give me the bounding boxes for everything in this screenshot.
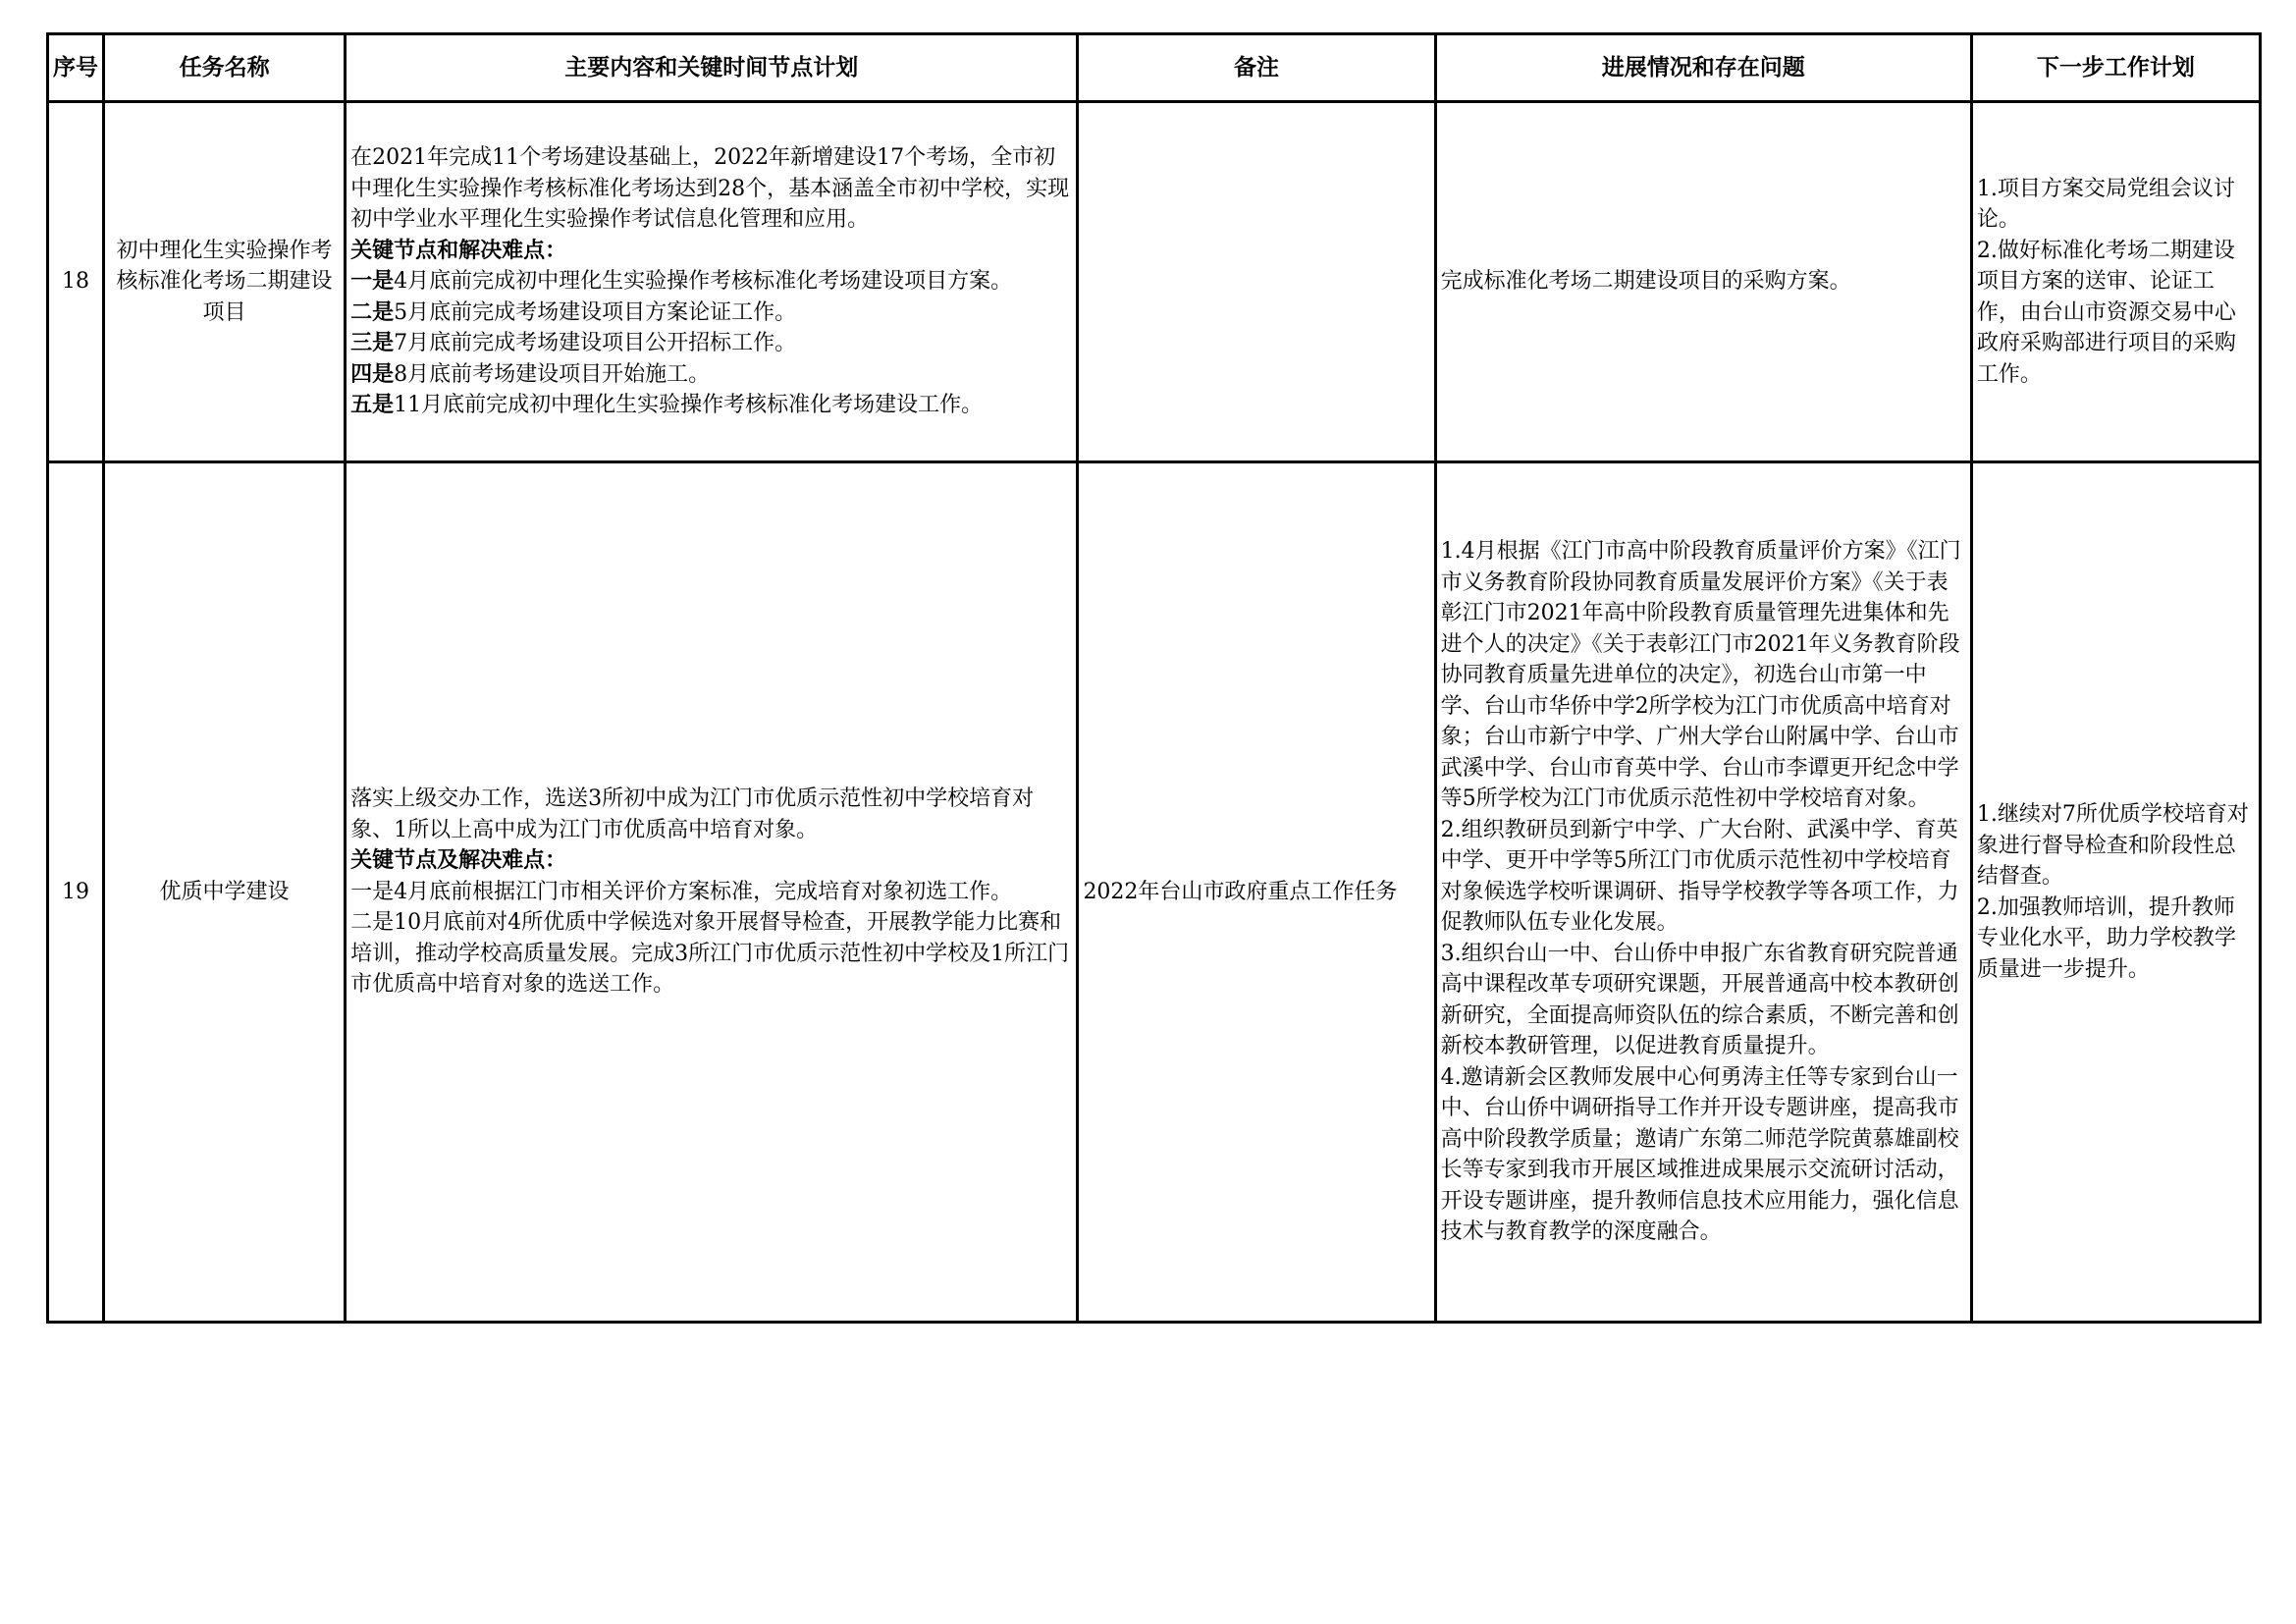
- next-plan-item: 1.继续对7所优质学校培育对象进行督导检查和阶段性总结督查。: [1976, 802, 2249, 889]
- content-step: 一是4月底前根据江门市相关评价方案标准，完成培育对象初选工作。: [350, 879, 1013, 904]
- next-plan-item: 2.做好标准化考场二期建设项目方案的送审、论证工作，由台山市资源交易中心政府采购部进行项目的采购工作。: [1976, 238, 2236, 387]
- row-seq: 18: [48, 102, 104, 462]
- row-progress: [1435, 462, 1971, 1323]
- row-content-plan: [346, 102, 1078, 462]
- content-intro: 落实上级交办工作，选送3所初中成为江门市优质示范性初中学校培育对象、1所以上高中成为江门市优质高中培育对象。: [350, 786, 1035, 842]
- step-label: 二是: [350, 298, 395, 325]
- step-text: 11月底前完成初中理化生实验操作考核标准化考场建设工作。: [394, 393, 984, 418]
- row-remarks: [1078, 102, 1435, 462]
- header-next-plan: 下一步工作计划: [1971, 34, 2260, 102]
- header-remarks: 备注: [1078, 34, 1435, 102]
- step-label: 四是: [350, 360, 395, 387]
- content-step: 二是10月底前对4所优质中学候选对象开展督导检查，开展教学能力比赛和培训，推动学校高质量发展。完成3所江门市优质示范性初中学校及1所江门市优质高中培育对象的选送工作。: [350, 910, 1070, 998]
- row-remarks: 2022年台山市政府重点工作任务: [1078, 462, 1435, 1323]
- table-row: [48, 462, 2261, 1323]
- header-task-name: 任务名称: [104, 34, 346, 102]
- content-step: [350, 390, 1072, 421]
- row-task-name: 优质中学建设: [104, 462, 346, 1323]
- row-progress: 完成标准化考场二期建设项目的采购方案。: [1435, 102, 1971, 462]
- header-seq: 序号: [48, 34, 104, 102]
- header-content-plan: 主要内容和关键时间节点计划: [346, 34, 1078, 102]
- next-plan-item: 1.项目方案交局党组会议讨论。: [1976, 176, 2235, 233]
- step-label: 一是: [350, 268, 395, 295]
- header-progress: 进展情况和存在问题: [1435, 34, 1971, 102]
- next-plan-item: 2.加强教师培训，提升教师专业化水平，助力学校教学质量进一步提升。: [1976, 894, 2236, 982]
- content-intro: 在2021年完成11个考场建设基础上，2022年新增建设17个考场，全市初中理化生实验操作考核标准化考场达到28个，基本涵盖全市初中学校，实现初中学业水平理化生实验操作考试信息化管理和应用。: [350, 145, 1070, 233]
- progress-item: 3.组织台山一中、台山侨中申报广东省教育研究院普通高中课程改革专项研究课题，开展普通高中校本教研创新研究，全面提高师资队伍的综合素质，不断完善和创新校本教研管理，以促进教育质量提升。: [1440, 941, 1959, 1059]
- progress-item: 4.邀请新会区教师发展中心何勇涛主任等专家到台山一中、台山侨中调研指导工作并开设专题讲座，提高我市高中阶段教学质量；邀请广东第二师范学院黄慕雄副校长等专家到我市开展区域推进成果展示交流研讨活动，开设专题讲座，提升教师信息技术应用能力，强化信息技术与教育教学的深度融合。: [1440, 1064, 1959, 1245]
- content-step: [350, 298, 1072, 329]
- row-seq: 19: [48, 462, 104, 1323]
- table-row: [48, 102, 2261, 462]
- table-header-row: [48, 34, 2261, 102]
- progress-item: 2.组织教研员到新宁中学、广大台附、武溪中学、育英中学、更开中学等5所江门市优质示范性初中学校培育对象候选学校听课调研、指导学校教学等各项工作，力促教师队伍专业化发展。: [1440, 817, 1959, 936]
- row-next-plan: [1971, 462, 2260, 1323]
- step-text: 8月底前考场建设项目开始施工。: [394, 361, 711, 387]
- row-next-plan: [1971, 102, 2260, 462]
- row-content-plan: [346, 462, 1078, 1323]
- work-plan-table: [46, 32, 2262, 1324]
- key-nodes-title: 关键节点及解决难点：: [350, 847, 567, 874]
- content-step: [350, 328, 1072, 359]
- key-nodes-title: 关键节点和解决难点：: [350, 237, 567, 263]
- step-label: 五是: [350, 392, 395, 418]
- step-text: 5月底前完成考场建设项目方案论证工作。: [394, 299, 797, 325]
- row-task-name: 初中理化生实验操作考核标准化考场二期建设项目: [104, 102, 346, 462]
- step-text: 7月底前完成考场建设项目公开招标工作。: [394, 331, 797, 356]
- content-step: [350, 266, 1072, 298]
- progress-item: 1.4月根据《江门市高中阶段教育质量评价方案》《江门市义务教育阶段协同教育质量发展评价方案》《关于表彰江门市2021年高中阶段教育质量管理先进集体和先进个人的决定》《关于表彰江门市2021年义务教育阶段协同教育质量先进单位的决定》，初选台山市第一中学、台山市华侨中学2所学校为江门市优质高中培育对象；台山市新宁中学、广州大学台山附属中学、台山市武溪中学、台山市育英中学、台山市李谭更开纪念中学等5所学校为江门市优质示范性初中学校培育对象。: [1440, 539, 1961, 812]
- content-step: [350, 359, 1072, 391]
- step-text: 4月底前完成初中理化生实验操作考核标准化考场建设项目方案。: [394, 269, 1013, 295]
- step-label: 三是: [350, 330, 395, 356]
